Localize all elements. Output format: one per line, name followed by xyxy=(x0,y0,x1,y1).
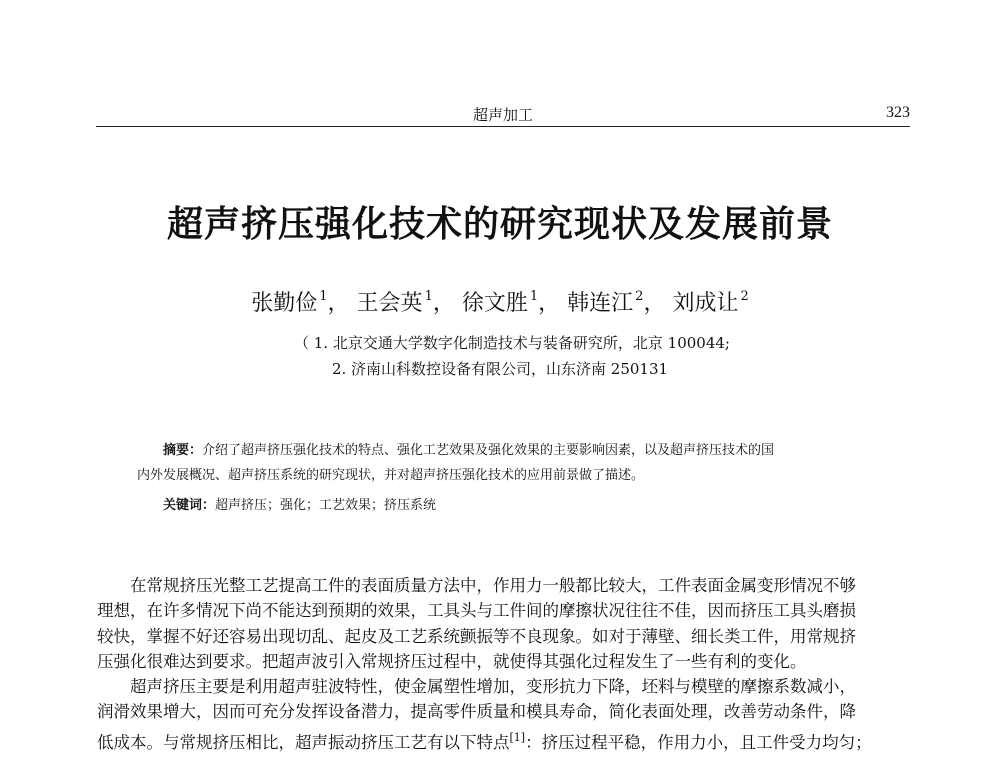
body-text: 低成本。与常规挤压相比，超声振动挤压工艺有以下特点 xyxy=(97,732,510,752)
author-affiliation-mark: 1 xyxy=(319,289,328,304)
body-text: ：挤压过程平稳，作用力小，且工件受力均匀； xyxy=(525,732,872,752)
body-line: 在常规挤压光整工艺提高工件的表面质量方法中，作用力一般都比较大，工件表面金属变形情况不够 xyxy=(130,576,856,595)
paper-title: 超声挤压强化技术的研究现状及发展前景 xyxy=(166,204,833,245)
author-affiliation-mark: 1 xyxy=(529,289,539,304)
author-name: 王会英 xyxy=(356,291,423,316)
author-affiliation-mark: 2 xyxy=(740,289,749,304)
keywords xyxy=(163,493,923,518)
abstract-text-line: 介绍了超声挤压强化技术的特点、强化工艺效果及强化效果的主要影响因素，以及超声挤压技术的国 xyxy=(202,443,775,458)
keywords-text: 超声挤压；强化；工艺效果；挤压系统 xyxy=(215,498,437,513)
body-line xyxy=(64,725,912,755)
affiliation-1: （ 1. 北京交通大学数字化制造技术与装备研究所，北京 100044; xyxy=(294,334,730,352)
journal-section-title: 超声加工 xyxy=(472,106,533,124)
abstract-label: 摘要： xyxy=(163,443,203,458)
running-header xyxy=(96,104,910,127)
author-list: 张勤俭 $^1$， 王会英 $^1$， 徐文胜 $^1$， 韩连江 $^2$， 刘成让 $^2$ xyxy=(251,289,749,316)
body-line: 压强化很难达到要求。把超声波引入常规挤压过程中，就使得其强化过程发生了一些有利的变化。 xyxy=(97,651,807,671)
body-paragraph-2 xyxy=(97,674,912,755)
author-affiliation-mark: 2 xyxy=(635,289,644,304)
author-name: 张勤俭 xyxy=(251,291,318,316)
body-paragraph-1 xyxy=(97,573,912,674)
body-line: 理想，在许多情况下尚不能达到预期的效果，工具头与工件间的摩擦状况往往不佳，因而挤压工具头磨损 xyxy=(97,601,856,621)
citation-ref[interactable]: [1] xyxy=(509,730,526,744)
abstract xyxy=(137,438,897,488)
author-name: 徐文胜 xyxy=(461,291,528,316)
body-line: 较快，掌握不好还容易出现切乱、起皮及工艺系统颤振等不良现象。如对于薄壁、细长类工件，用常规挤 xyxy=(97,626,856,646)
author-affiliation-mark: 1 xyxy=(424,289,433,304)
page-number: 323 xyxy=(886,104,910,121)
author-name: 刘成让 xyxy=(672,291,739,316)
body-line: 超声挤压主要是利用超声驻波特性，使金属塑性增加，变形抗力下降，坯料与模壁的摩擦系数减小， xyxy=(130,677,856,696)
abstract-text-line: 内外发展概况、超声挤压系统的研究现状，并对超声挤压强化技术的应用前景做了描述。 xyxy=(137,468,645,483)
keywords-label: 关键词： xyxy=(163,498,216,513)
affiliation-2: 2. 济南山科数控设备有限公司，山东济南 250131 xyxy=(331,360,669,378)
body-line: 润滑效果增大，因而可充分发挥设备潜力，提高零件质量和模具寿命，简化表面处理，改善劳动条件，降 xyxy=(97,702,856,722)
author-name: 韩连江 xyxy=(567,291,634,316)
